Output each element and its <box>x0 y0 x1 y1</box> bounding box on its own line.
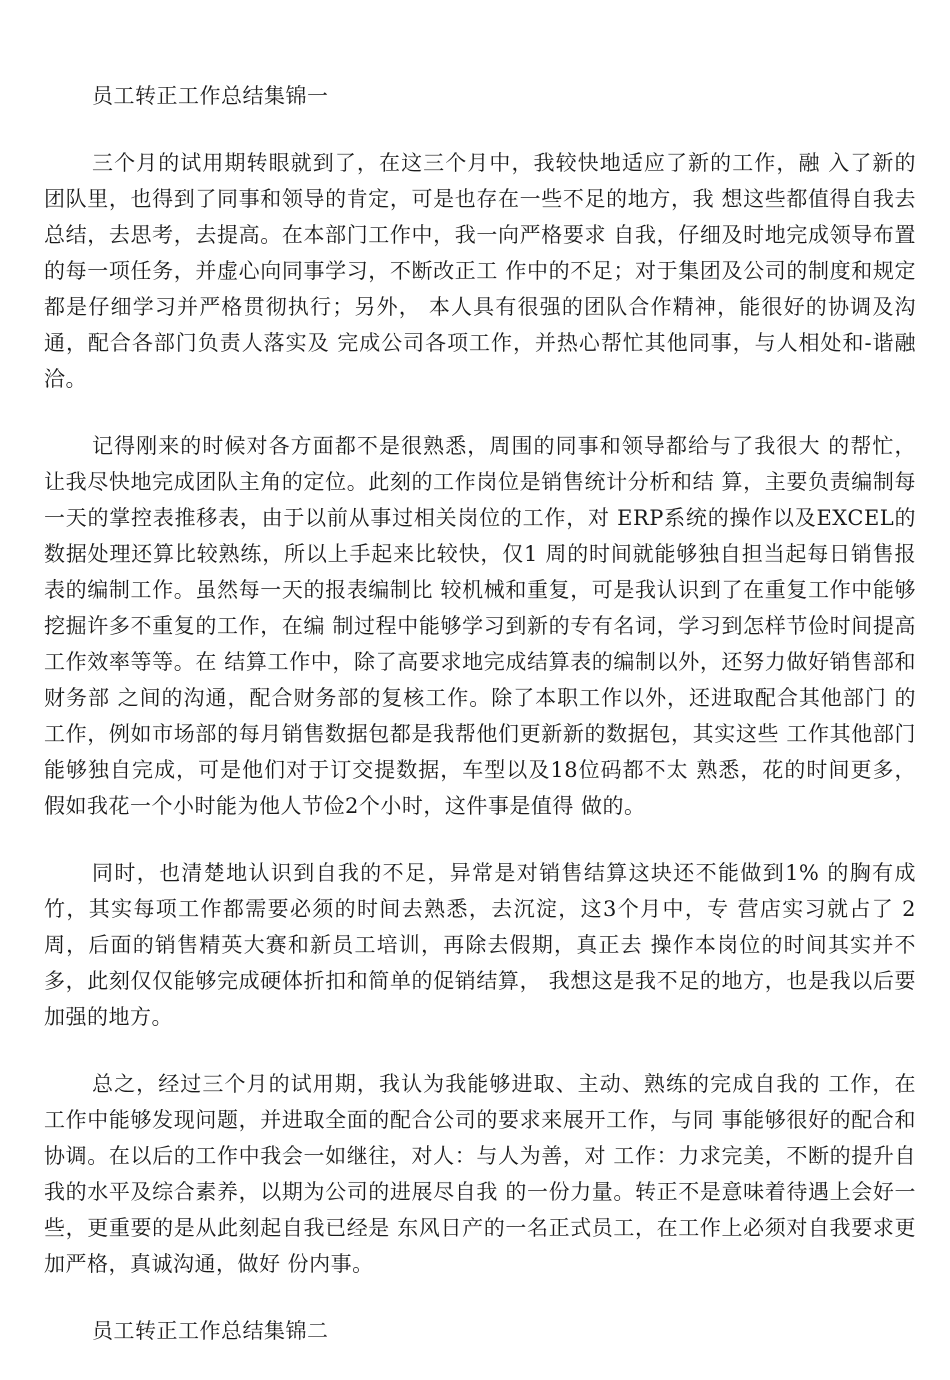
section-title-1: 员工转正工作总结集锦一 <box>92 84 329 108</box>
body-paragraph-3: 同时，也清楚地认识到自我的不足，异常是对销售结算这块还不能做到1% 的胸有成竹，其实每项工作都需要必须的时间去熟悉，去沉淀，这3个月中，专 营店实习就占了 2周，后面的销售精英大赛和新员工培训，再除去假期，真正去 操作本岗位的时间其实并不多，此刻仅仅能够完成硬体折扣和简单的促销结算， 我想这是我不足的地方，也是我以后要加强的地方。 <box>44 861 916 1029</box>
body-paragraph-2: 记得刚来的时候对各方面都不是很熟悉，周围的同事和领导都给与了我很大 的帮忙，让我尽快地完成团队主角的定位。此刻的工作岗位是销售统计分析和结 算，主要负责编制每一天的掌控表推移表，由于以前从事过相关岗位的工作，对 ERP系统的操作以及EXCEL的数据处理还算比较熟练，所以上手起来比较快，仅1 周的时间就能够独自担当起每日销售报表的编制工作。虽然每一天的报表编制比 较机械和重复，可是我认识到了在重复工作中能够挖掘许多不重复的工作，在编 制过程中能够学习到新的专有名词，学习到怎样节俭时间提高工作效率等等。在 结算工作中，除了高要求地完成结算表的编制以外，还努力做好销售部和财务部 之间的沟通，配合财务部的复核工作。除了本职工作以外，还进取配合其他部门 的工作，例如市场部的每月销售数据包都是我帮他们更新新的数据包，其实这些 工作其他部门能够独自完成，可是他们对于订交提数据，车型以及18位码都不太 熟悉，花的时间更多，假如我花一个小时能为他人节俭2个小时，这件事是值得 做的。 <box>44 434 916 818</box>
section-title-2: 员工转正工作总结集锦二 <box>92 1319 329 1343</box>
body-paragraph-1: 三个月的试用期转眼就到了，在这三个月中，我较快地适应了新的工作，融 入了新的团队里，也得到了同事和领导的肯定，可是也存在一些不足的地方，我 想这些都值得自我去总结，去思考，去提高。在本部门工作中，我一向严格要求 自我，仔细及时地完成领导布置的每一项任务，并虚心向同事学习，不断改正工 作中的不足；对于集团及公司的制度和规定都是仔细学习并严格贯彻执行；另外， 本人具有很强的团队合作精神，能很好的协调及沟通，配合各部门负责人落实及 完成公司各项工作，并热心帮忙其他同事，与人相处和-谐融洽。 <box>44 151 916 391</box>
document-page <box>44 78 916 1380</box>
body-paragraph-4: 总之，经过三个月的试用期，我认为我能够进取、主动、熟练的完成自我的 工作，在工作中能够发现问题，并进取全面的配合公司的要求来展开工作，与同 事能够很好的配合和协调。在以后的工作中我会一如继往，对人：与人为善，对 工作：力求完美，不断的提升自我的水平及综合素养，以期为公司的进展尽自我 的一份力量。转正不是意味着待遇上会好一些，更重要的是从此刻起自我已经是 东风日产的一名正式员工，在工作上必须对自我要求更加严格，真诚沟通，做好 份内事。 <box>44 1072 916 1276</box>
